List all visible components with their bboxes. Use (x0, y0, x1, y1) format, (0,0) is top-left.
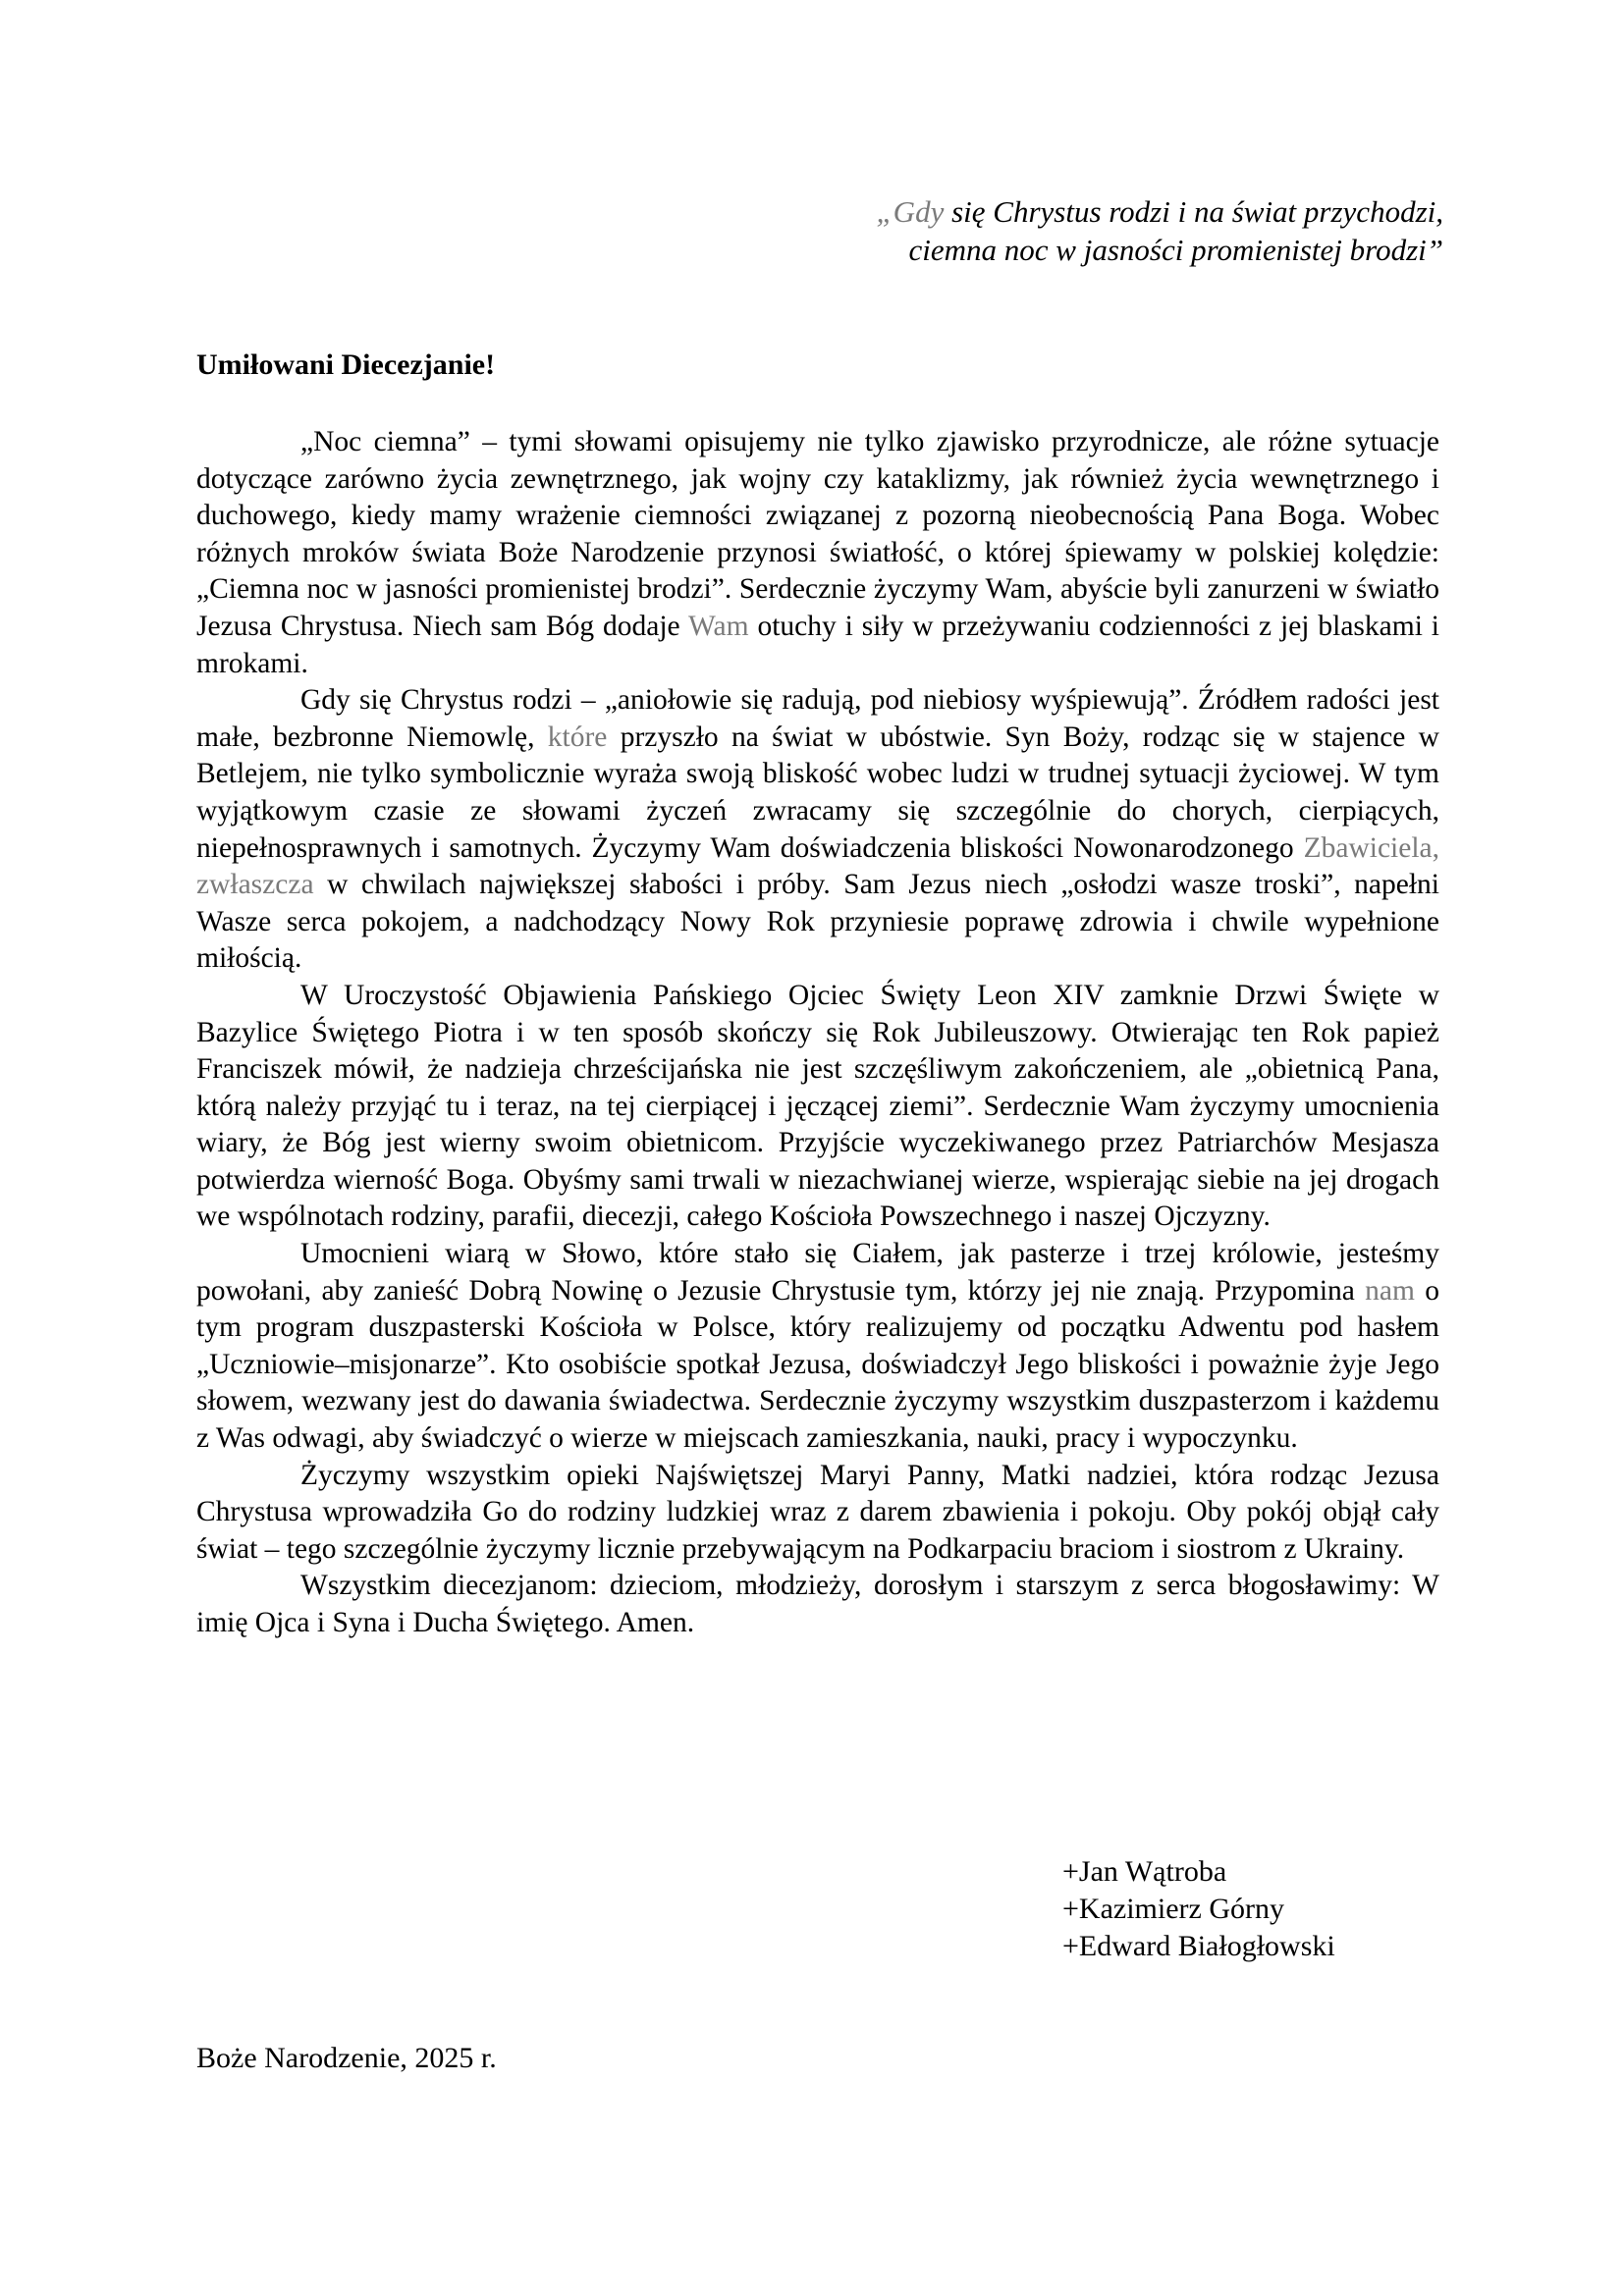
paragraph (196, 1236, 1439, 1458)
letter-body (196, 424, 1439, 1642)
text-segment: „Noc ciemna” – tymi słowami opisujemy nie tylko zjawisko przyrodnicze, ale różne sytuacje dotyczące zarówno życia zewnętrznego, jak wojny czy kataklizmy, jak również życia wewnętrznego i duchowego, kiedy mamy wrażenie ciemności związanej z pozorną nieobecnością Pana Boga. Wobec różnych mroków świata Boże Narodzenie przynosi światłość, o której śpiewamy w polskiej kolędzie: „Ciemna noc w jasności promienistej brodzi”. Serdecznie życzymy Wam, abyście byli zanurzeni w światło Jezusa Chrystusa. Niech sam Bóg dodaje (196, 426, 1439, 642)
text-segment: Życzymy wszystkim opieki Najświętszej Maryi Panny, Matki nadziei, która rodząc Jezusa Chrystusa wprowadziła Go do rodziny ludzkiej wraz z darem zbawienia i pokoju. Oby pokój objął cały świat – tego szczególnie życzymy licznie przebywającym na Podkarpaciu braciom i siostrom z Ukrainy. (196, 1459, 1439, 1565)
greeting-heading: Umiłowani Diecezjanie! (196, 348, 496, 381)
text-segment: Umocnieni wiarą w Słowo, które stało się Ciałem, jak pasterze i trzej królowie, jesteśmy powołani, aby zanieść Dobrą Nowinę o Jezusie Chrystusie tym, którzy jej nie znają. Przypomina (196, 1238, 1439, 1307)
date-line: Boże Narodzenie, 2025 r. (196, 2042, 497, 2074)
motto-line-1 (876, 194, 1443, 229)
motto-line-1-text: się Chrystus rodzi i na świat przychodzi, (944, 194, 1443, 229)
gray-text-segment: które (547, 721, 608, 753)
motto-gray-word: „Gdy (876, 194, 945, 229)
signature: +Edward Białogłowski (1062, 1930, 1335, 1962)
text-segment: Gdy się Chrystus rodzi – „aniołowie się radują, pod niebiosy wyśpiewują”. Źródłem radości jest małe, bezbronne Niemowlę, (196, 684, 1439, 753)
paragraph (196, 978, 1439, 1236)
motto-line-2: ciemna noc w jasności promienistej brodzi” (908, 233, 1443, 267)
gray-text-segment: Wam (688, 610, 749, 642)
signature: +Jan Wątroba (1062, 1855, 1227, 1888)
text-segment: Wszystkim diecezjanom: dzieciom, młodzieży, dorosłym i starszym z serca błogosławimy: W imię Ojca i Syna i Ducha Świętego. Amen. (196, 1570, 1439, 1638)
text-segment: o tym program duszpasterski Kościoła w Polsce, który realizujemy od początku Adwentu pod hasłem „Uczniowie–misjonarze”. Kto osobiście spotkał Jezusa, doświadczył Jego bliskości i poważnie żyje Jego słowem, wezwany jest do dawania świadectwa. Serdecznie życzymy wszystkim duszpasterzom i każdemu z Was odwagi, aby świadczyć o wierze w miejscach zamieszkania, nauki, pracy i wypoczynku. (196, 1274, 1439, 1455)
text-segment: przyszło na świat w ubóstwie. Syn Boży, rodząc się w stajence w Betlejem, nie tylko symbolicznie wyraża swoją bliskość wobec ludzi w trudnej sytuacji życiowej. W tym wyjątkowym czasie ze słowami życzeń zwracamy się szczególnie do chorych, cierpiących, niepełnosprawnych i samotnych. Życzymy Wam doświadczenia bliskości Nowonarodzonego (196, 721, 1439, 864)
signature: +Kazimierz Górny (1062, 1893, 1284, 1925)
paragraph (196, 1458, 1439, 1569)
text-segment: w chwilach największej słabości i próby. Sam Jezus niech „osłodzi wasze troski”, napełni Wasze serca pokojem, a nadchodzący Nowy Rok przyniesie poprawę zdrowia i chwile wypełnione miłością. (196, 869, 1439, 975)
text-segment: otuchy i siły w przeżywaniu codzienności z jej blaskami i mrokami. (196, 610, 1439, 679)
text-segment: W Uroczystość Objawienia Pańskiego Ojciec Święty Leon XIV zamknie Drzwi Święte w Bazylice Świętego Piotra i w ten sposób skończy się Rok Jubileuszowy. Otwierając ten Rok papież Franciszek mówił, że nadzieja chrześcijańska nie jest szczęśliwym zakończeniem, ale „obietnicą Pana, którą należy przyjąć tu i teraz, na tej cierpiącej i jęczącej ziemi”. Serdecznie Wam życzymy umocnienia wiary, że Bóg jest wierny swoim obietnicom. Przyjście wyczekiwanego przez Patriarchów Mesjasza potwierdza wierność Boga. Obyśmy sami trwali w niezachwianej wierze, wspierając siebie na jej drogach we wspólnotach rodziny, parafii, diecezji, całego Kościoła Powszechnego i naszej Ojczyzny. (196, 979, 1439, 1233)
motto-quote (785, 192, 1443, 269)
paragraph (196, 424, 1439, 682)
signatures-block (1062, 1853, 1335, 1965)
paragraph (196, 682, 1439, 978)
gray-text-segment: Zbawiciela, zwłaszcza (196, 831, 1439, 901)
paragraph (196, 1568, 1439, 1641)
gray-text-segment: nam (1365, 1274, 1415, 1307)
